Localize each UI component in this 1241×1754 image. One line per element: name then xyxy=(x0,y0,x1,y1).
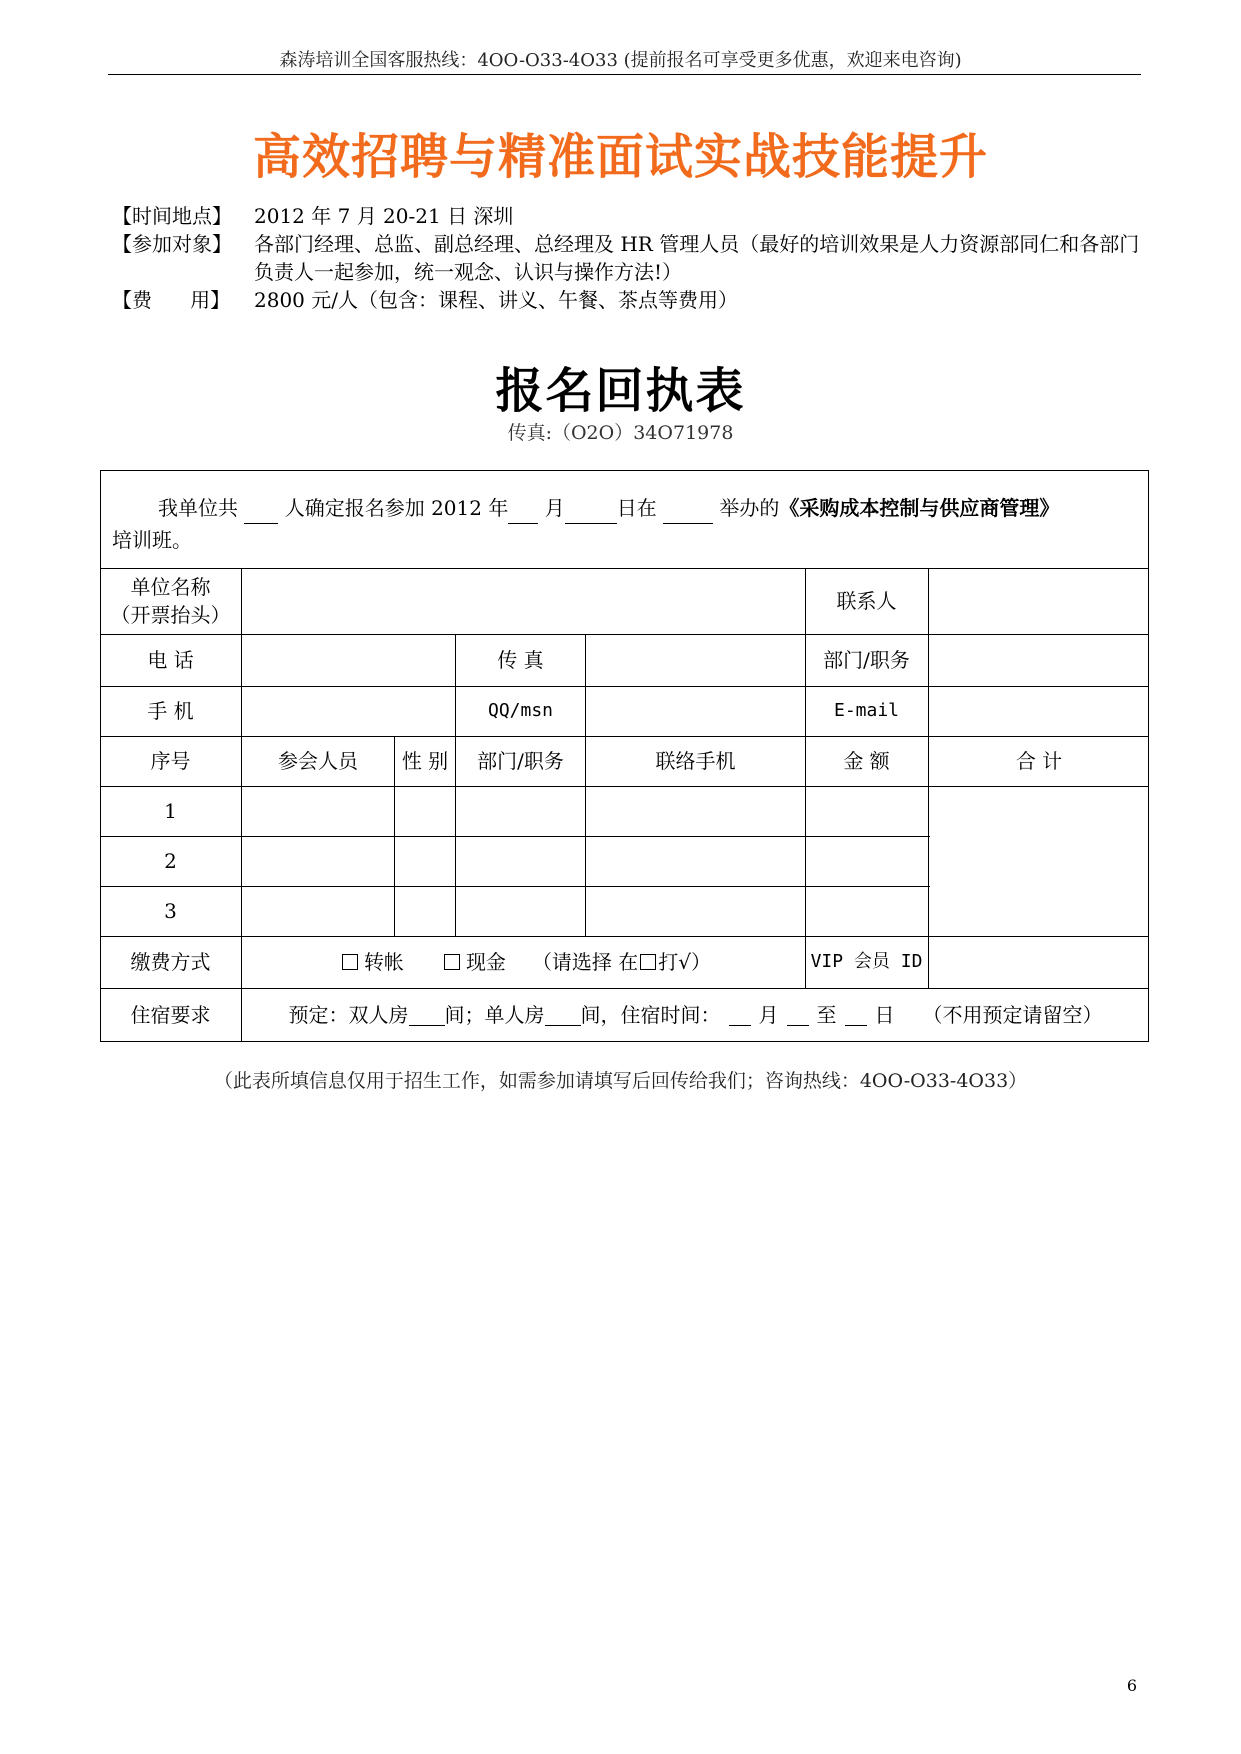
lodging-text-5: 至 xyxy=(816,1003,837,1027)
lodging-text-6: 日 xyxy=(874,1003,895,1027)
fax-number: 传真:（O2O）34O71978 xyxy=(507,422,734,444)
info-fee-label: 【费 用】 xyxy=(112,288,231,312)
location-blank[interactable] xyxy=(663,523,713,524)
company-label-line1: 单位名称 xyxy=(130,575,211,599)
cash-label: 现金 xyxy=(465,950,506,974)
form-title: 报名回执表 xyxy=(495,363,746,419)
intro-text-2: 人确定报名参加 2012 年 xyxy=(284,496,509,520)
col-header-index: 序号 xyxy=(150,749,191,773)
contact-input[interactable] xyxy=(929,568,1149,634)
info-audience-label: 【参加对象】 xyxy=(112,232,232,256)
lodging-text-2: 间；单人房 xyxy=(444,1003,545,1027)
company-input[interactable] xyxy=(242,568,805,634)
lodging-text-1: 预定：双人房 xyxy=(288,1003,409,1027)
cash-checkbox[interactable] xyxy=(444,954,460,970)
lodging-text-7: （不用预定请留空） xyxy=(922,1003,1103,1027)
col-header-mobile: 联络手机 xyxy=(655,749,736,773)
qq-input[interactable] xyxy=(586,686,805,736)
intro-text-5: 举办的 xyxy=(719,496,780,520)
info-audience-row xyxy=(112,230,1152,286)
fax-label: 传 真 xyxy=(497,648,544,672)
lodging-text-3: 间，住宿时间： xyxy=(580,1003,721,1027)
info-time-value: 2012 年 7 月 20-21 日 深圳 xyxy=(254,204,514,228)
transfer-checkbox[interactable] xyxy=(342,954,358,970)
vip-label: VIP 会员 ID xyxy=(810,951,923,972)
row-index-1: 1 xyxy=(164,799,177,823)
row-index-2: 2 xyxy=(164,849,177,873)
col-header-attendee: 参会人员 xyxy=(278,749,358,773)
course-name: 《采购成本控制与供应商管理》 xyxy=(779,496,1060,520)
dept-input[interactable] xyxy=(929,634,1149,686)
course-info xyxy=(112,202,1152,314)
mobile-input[interactable] xyxy=(242,686,455,736)
month-blank[interactable] xyxy=(508,523,538,524)
info-time-row xyxy=(112,202,1152,230)
attendee-count-blank[interactable] xyxy=(244,523,278,524)
lodging-month-blank[interactable] xyxy=(729,1005,751,1026)
header-divider xyxy=(108,74,1141,75)
payment-label: 缴费方式 xyxy=(130,950,211,974)
total-input[interactable] xyxy=(929,786,1149,936)
info-time-label: 【时间地点】 xyxy=(112,204,232,228)
payment-options xyxy=(242,936,805,988)
col-header-dept: 部门/职务 xyxy=(477,749,564,773)
intro-text-4: 日在 xyxy=(616,496,657,520)
page-number: 6 xyxy=(1126,1676,1137,1695)
col-header-amount: 金 额 xyxy=(843,749,890,773)
checkbox-sample-icon xyxy=(640,954,656,970)
payment-hint-suffix: 打√） xyxy=(658,950,712,974)
mobile-label: 手 机 xyxy=(147,699,194,723)
col-header-total: 合 计 xyxy=(1015,749,1063,773)
company-label-line2: （开票抬头） xyxy=(110,603,231,627)
transfer-label: 转帐 xyxy=(363,950,404,974)
day-blank[interactable] xyxy=(565,523,617,524)
intro-text-3: 月 xyxy=(544,496,565,520)
email-label: E-mail xyxy=(833,700,900,721)
vip-input[interactable] xyxy=(929,936,1149,988)
lodging-to-blank[interactable] xyxy=(845,1005,867,1026)
company-label xyxy=(100,568,241,634)
intro-text-1: 我单位共 xyxy=(158,496,238,520)
course-title: 高效招聘与精准面试实战技能提升 xyxy=(252,129,988,185)
email-input[interactable] xyxy=(929,686,1149,736)
lodging-details xyxy=(242,988,1149,1042)
phone-label: 电 话 xyxy=(147,648,194,672)
double-room-blank[interactable] xyxy=(409,1005,445,1026)
qq-label: QQ/msn xyxy=(487,700,554,721)
form-intro xyxy=(112,492,1142,556)
info-fee-row xyxy=(112,286,1152,314)
info-fee-value: 2800 元/人（包含：课程、讲义、午餐、茶点等费用） xyxy=(254,288,738,312)
lodging-label: 住宿要求 xyxy=(130,1003,211,1027)
lodging-text-4: 月 xyxy=(758,1003,779,1027)
row-index-3: 3 xyxy=(164,899,177,923)
phone-input[interactable] xyxy=(242,634,455,686)
dept-label: 部门/职务 xyxy=(823,648,910,672)
header-hotline: 森涛培训全国客服热线：4OO-O33-4O33 (提前报名可享受更多优惠，欢迎来电咨询) xyxy=(279,50,962,71)
form-footnote: （此表所填信息仅用于招生工作，如需参加请填写后回传给我们；咨询热线：4OO-O33-4O33） xyxy=(213,1070,1028,1092)
lodging-from-blank[interactable] xyxy=(787,1005,809,1026)
payment-hint-prefix: （请选择 在 xyxy=(531,950,639,974)
intro-text-6: 培训班。 xyxy=(112,528,192,552)
col-header-gender: 性 别 xyxy=(401,749,449,773)
single-room-blank[interactable] xyxy=(545,1005,581,1026)
contact-label: 联系人 xyxy=(836,589,897,613)
fax-input[interactable] xyxy=(586,634,805,686)
info-audience-value: 各部门经理、总监、副总经理、总经理及 HR 管理人员（最好的培训效果是人力资源部同仁和各部门负责人一起参加，统一观念、认识与操作方法!） xyxy=(254,232,1140,284)
